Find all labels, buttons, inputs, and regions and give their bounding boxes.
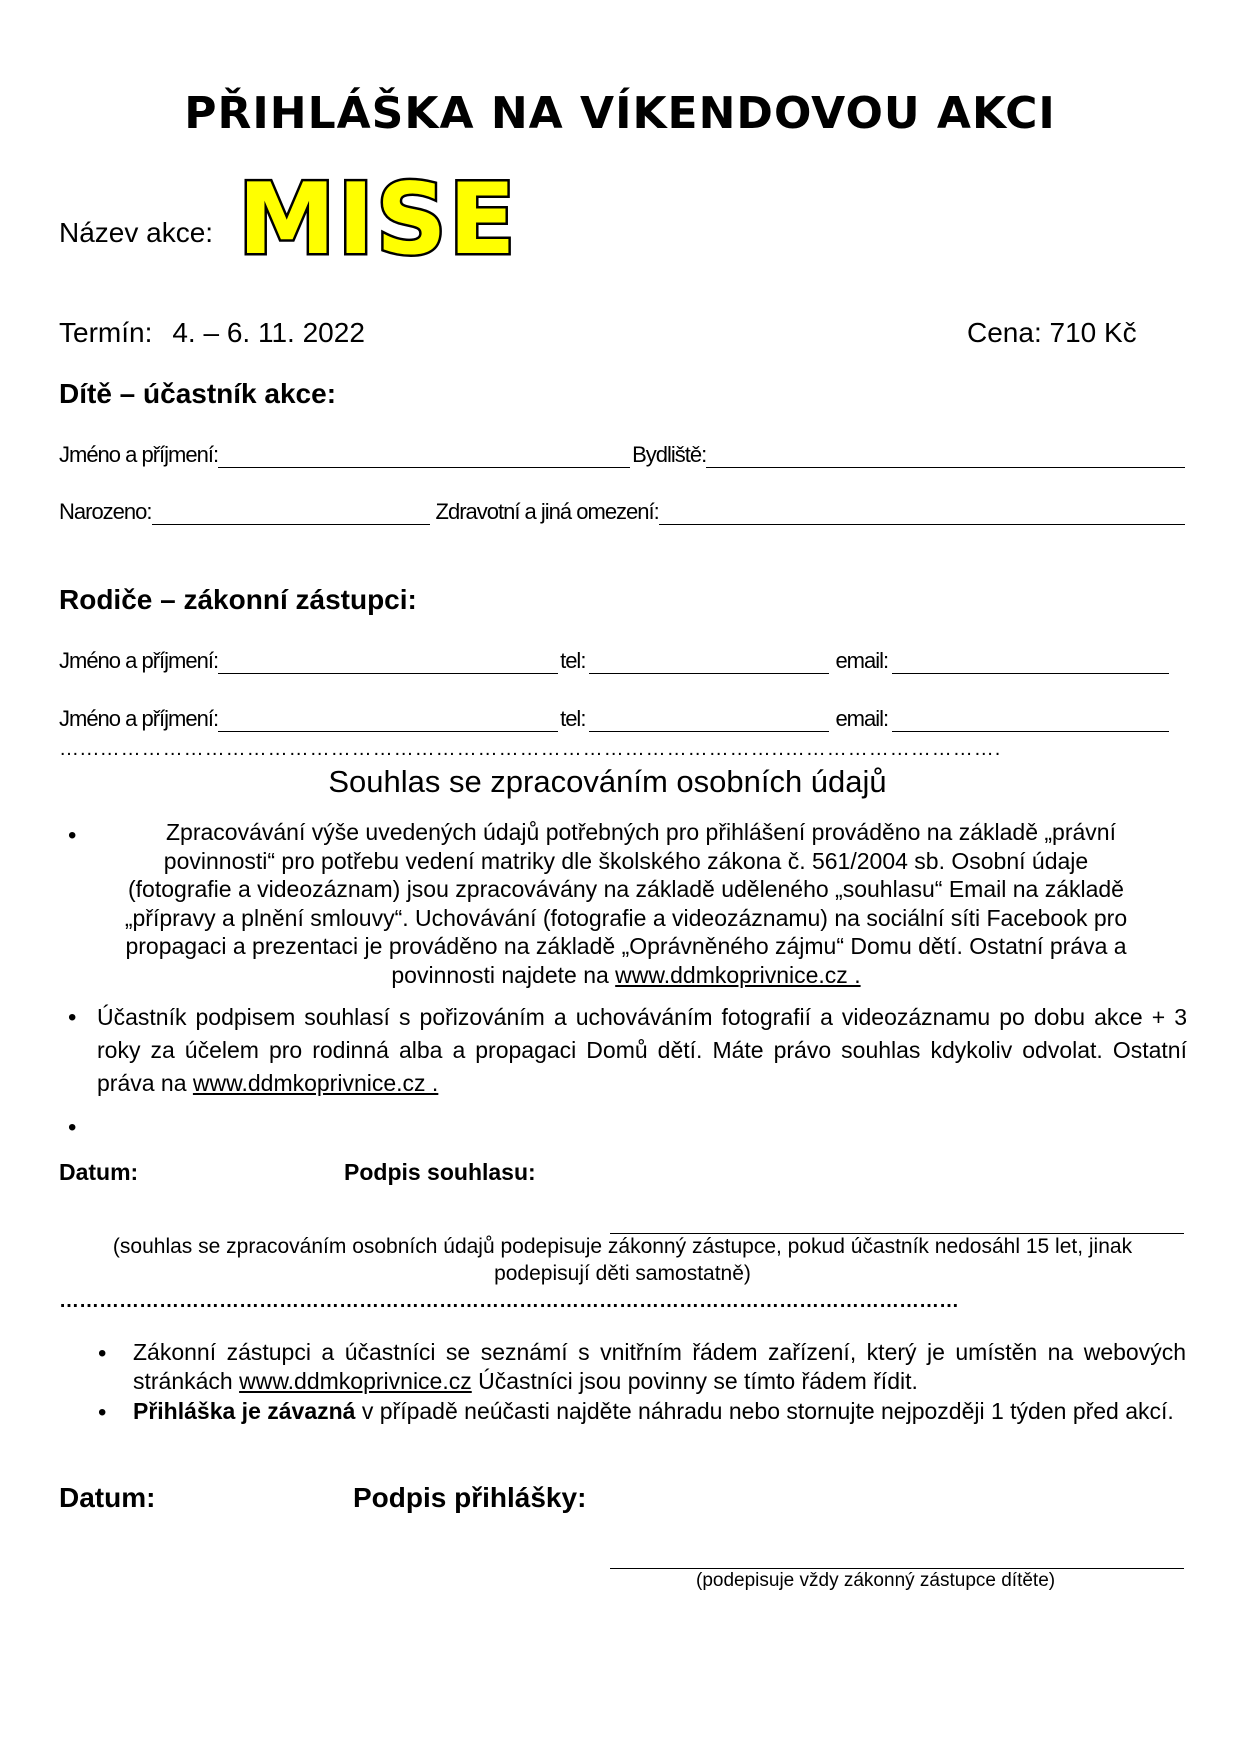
bullet-3: •	[68, 1114, 77, 1141]
child-section-heading: Dítě – účastník akce:	[59, 378, 337, 409]
rules-paragraph-1	[133, 1338, 1186, 1396]
parent-row-2	[59, 704, 1171, 732]
parent-1-tel-field[interactable]	[589, 651, 829, 674]
term-value: 4. – 6. 11. 2022	[172, 317, 365, 348]
parent-2-name-label: Jméno a příjmení:	[59, 706, 219, 731]
term-row	[59, 317, 365, 349]
consent-note	[60, 1233, 1185, 1287]
rules-r1-tail: Účastníci jsou povinny se tímto řádem řídit.	[471, 1368, 918, 1394]
consent-p1-line-2: povinnosti“ pro potřebu vedení matriky dle školského zákona č. 561/2004 sb. Osobní údaje	[163, 847, 1089, 874]
child-health-field[interactable]	[659, 502, 1185, 525]
consent-heading: Souhlas se zpracováním osobních údajů	[328, 764, 887, 799]
consent-p1-line-3: (fotografie a videozáznam) jsou zpracovávány na základě uděleného „souhlasu“ Email na základě	[128, 876, 1124, 902]
consent-p1-line-6	[66, 961, 1186, 990]
child-name-field[interactable]	[218, 445, 630, 468]
price: Cena: 710 Kč	[967, 317, 1137, 348]
parents-section-heading: Rodiče – zákonní zástupci:	[59, 584, 417, 615]
child-residence-field[interactable]	[706, 445, 1185, 468]
final-signature-label: Podpis přihlášky:	[353, 1482, 587, 1513]
child-residence-label: Bydliště:	[632, 442, 707, 467]
final-note: (podepisuje vždy zákonný zástupce dítěte)	[696, 1570, 1056, 1591]
parent-2-email-field[interactable]	[892, 709, 1169, 732]
consent-paragraph-1	[66, 818, 1186, 989]
child-born-field[interactable]	[152, 502, 430, 525]
parent-1-name-label: Jméno a příjmení:	[59, 648, 219, 673]
bullet-5: •	[98, 1399, 107, 1426]
consent-p1-line-1: Zpracovávání výše uvedených údajů potřebných pro přihlášení prováděno na základě „právní	[166, 819, 1116, 845]
parent-2-tel-label: tel:	[560, 706, 586, 731]
parent-1-email-field[interactable]	[892, 651, 1169, 674]
rules-r2-bold: Přihláška je závazná	[133, 1398, 356, 1424]
consent-p1-line-4: „přípravy a plnění smlouvy“. Uchovávání (fotografie a videozáznamu) na sociální síti Facebook pro	[124, 904, 1128, 931]
consent-p1-last-prefix: povinnosti najdete na	[391, 961, 616, 988]
bullet-4: •	[98, 1340, 107, 1367]
parent-1-name-field[interactable]	[218, 651, 558, 674]
consent-note-line-1: (souhlas se zpracováním osobních údajů podepisuje zákonný zástupce, pokud účastník nedosáhl 15 let, jinak	[112, 1235, 1133, 1258]
consent-p2-link[interactable]: www.ddmkoprivnice.cz .	[192, 1070, 439, 1096]
bullet-2: •	[68, 1004, 77, 1031]
rules-r1-link[interactable]: www.ddmkoprivnice.cz	[239, 1368, 472, 1394]
event-name-label: Název akce:	[59, 217, 214, 248]
rules-r2-text: v případě neúčasti najděte náhradu nebo stornujte nejpozději 1 týden před akcí.	[355, 1398, 1174, 1424]
child-health-label: Zdravotní a jiná omezení:	[435, 499, 659, 524]
consent-p1-link[interactable]: www.ddmkoprivnice.cz .	[615, 961, 861, 988]
parent-1-tel-label: tel:	[560, 648, 586, 673]
child-name-label: Jméno a příjmení:	[59, 442, 219, 467]
consent-date-label: Datum:	[59, 1159, 139, 1185]
consent-p1-line-5: propagaci a prezentaci je prováděno na základě „Oprávněného zájmu“ Domu dětí. Ostatní práva a	[125, 933, 1127, 959]
separator-dots-2: ………………………………………………………………………………………………………………………	[59, 1290, 959, 1312]
child-name-row	[59, 440, 1187, 468]
child-born-row	[59, 497, 1187, 525]
separator-dots: …...……………………………………………………………………………………..………………………….	[59, 738, 1002, 760]
bullet-1: •	[68, 822, 77, 849]
parent-2-name-field[interactable]	[218, 709, 558, 732]
final-date-label: Datum:	[59, 1482, 156, 1513]
consent-paragraph-2	[97, 1001, 1187, 1100]
final-signature-line[interactable]	[610, 1567, 1184, 1569]
child-born-label: Narozeno:	[59, 499, 152, 524]
consent-note-line-2: podepisují děti samostatně)	[494, 1262, 751, 1285]
rules-r1-text: Zákonní zástupci a účastníci se seznámí s vnitřním řádem zařízení, který je umístěn na webových stránkách	[133, 1339, 1186, 1394]
parent-2-tel-field[interactable]	[589, 709, 829, 732]
consent-signature-label: Podpis souhlasu:	[344, 1159, 536, 1185]
parent-row-1	[59, 646, 1171, 674]
rules-paragraph-2	[133, 1397, 1186, 1426]
parent-2-email-label: email:	[835, 706, 889, 731]
parent-1-email-label: email:	[835, 648, 889, 673]
event-name: MISE	[238, 163, 518, 277]
term-label: Termín:	[59, 317, 153, 348]
form-title: PŘIHLÁŠKA NA VÍKENDOVOU AKCI	[184, 88, 1056, 139]
consent-p2-text: Účastník podpisem souhlasí s pořizováním a uchováváním fotografií a videozáznamu po dobu akce + 3 roky za účelem pro rodinná alba a propagaci Domů dětí. Máte právo souhlas kdykoliv odvolat. Ostatní práva na	[97, 1004, 1187, 1096]
